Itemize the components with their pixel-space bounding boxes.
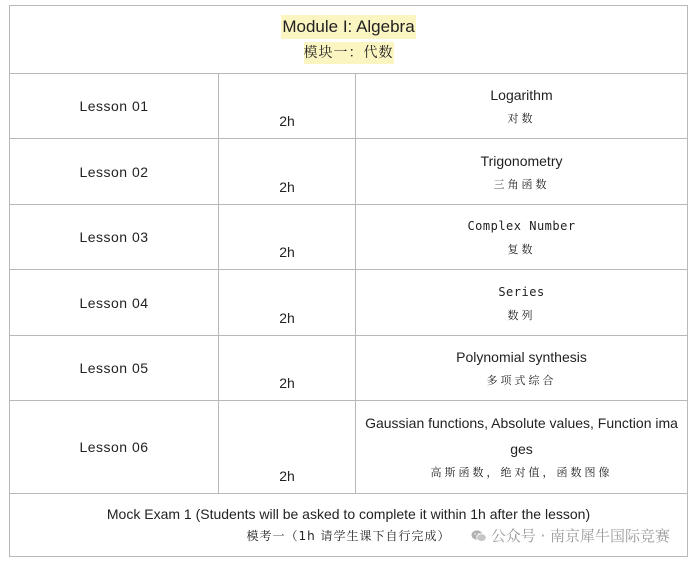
lesson-row [10,74,688,139]
lesson-topic [356,139,688,205]
lesson-duration: 2h [219,270,356,336]
mock-exam-note: Mock Exam 1 (Students will be asked to complete it within 1h after the lesson) [106,506,591,522]
lesson-row [10,270,688,336]
lesson-name: Lesson 06 [10,401,219,494]
lesson-duration: 2h [219,74,356,139]
topic-english: Polynomial synthesis [456,349,587,365]
watermark-text: 公众号 · 南京犀牛国际竞赛 [490,527,670,545]
topic-chinese: 复数 [507,243,536,256]
topic-chinese: 三角函数 [493,177,550,191]
mock-exam-note-chinese: 模考一（1h 请学生课下自行完成） [246,529,451,543]
lesson-duration: 2h [219,205,356,270]
lesson-row [10,139,688,205]
lesson-name: Lesson 03 [10,205,219,270]
lesson-topic [356,205,688,270]
topic-chinese: 对数 [507,112,536,125]
lesson-name: Lesson 01 [10,74,219,139]
topic-chinese: 多项式综合 [486,374,557,387]
watermark [471,525,670,546]
lesson-topic [356,270,688,336]
module-header-cell [10,6,688,74]
lesson-row [10,205,688,270]
topic-chinese: 高斯函数，绝对值，函数图像 [430,466,613,479]
module-header-row [10,6,688,74]
lesson-topic [356,401,688,494]
lesson-name: Lesson 02 [10,139,219,205]
topic-chinese: 数列 [507,308,536,322]
lesson-name: Lesson 04 [10,270,219,336]
topic-english: Logarithm [490,87,553,103]
topic-english: Gaussian functions, Absolute values, Function images [365,415,678,457]
module-title: Module I: Algebra [281,15,415,39]
lesson-duration: 2h [219,401,356,494]
lesson-name: Lesson 05 [10,336,219,401]
topic-english: Series [498,284,545,299]
wechat-icon [471,529,487,543]
course-schedule-table [9,5,688,557]
topic-english: Trigonometry [480,152,563,169]
lesson-row [10,336,688,401]
topic-english: Complex Number [467,219,576,233]
lesson-row [10,401,688,494]
lesson-topic [356,74,688,139]
lesson-topic [356,336,688,401]
lesson-duration: 2h [219,336,356,401]
module-subtitle: 模块一：代数 [304,42,394,64]
lesson-duration: 2h [219,139,356,205]
